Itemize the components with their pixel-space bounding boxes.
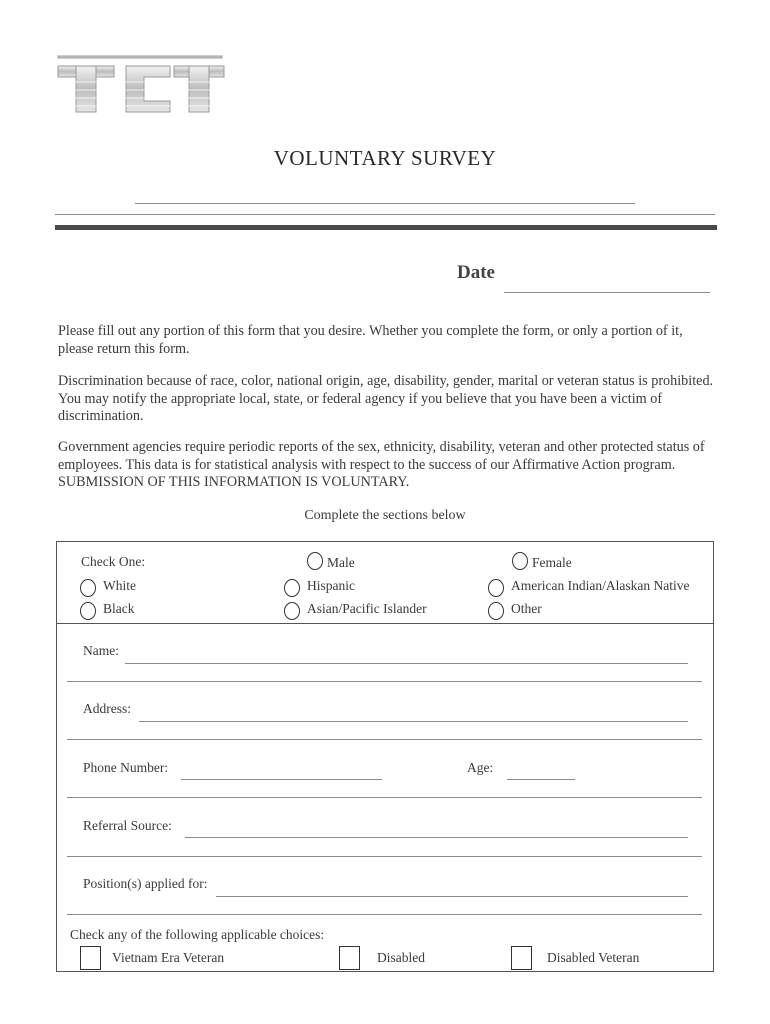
position-field[interactable] <box>216 896 688 897</box>
other-label: Other <box>511 601 542 616</box>
row-divider <box>67 681 702 682</box>
white-radio[interactable] <box>80 579 96 597</box>
row-divider <box>67 856 702 857</box>
title-underline <box>135 203 635 204</box>
white-label: White <box>103 578 136 593</box>
phone-label: Phone Number: <box>83 760 169 775</box>
row-divider <box>67 739 702 740</box>
disabled-checkbox[interactable] <box>339 946 360 970</box>
age-field[interactable] <box>507 779 575 780</box>
male-label: Male <box>327 555 355 570</box>
discrimination-paragraph: Discrimination because of race, color, national origin, age, disability, gender, marital or veteran status is prohibited. You may notify the appropriate local, state, or federal agency if you believe that you have been a victim of discrimination. <box>58 373 714 424</box>
phone-field[interactable] <box>181 779 382 780</box>
heavy-divider <box>55 225 717 230</box>
checks-label: Check any of the following applicable choices: <box>70 927 325 942</box>
black-label: Black <box>103 601 135 616</box>
date-field[interactable] <box>504 292 710 293</box>
asian-radio[interactable] <box>284 602 300 620</box>
asian-label: Asian/Pacific Islander <box>307 601 427 616</box>
age-label: Age: <box>467 760 494 775</box>
section-divider <box>57 623 713 624</box>
vietnam-checkbox[interactable] <box>80 946 101 970</box>
intro-paragraph: Please fill out any portion of this form that you desire. Whether you complete the form, or only a portion of it, please return this form. <box>58 323 683 357</box>
black-radio[interactable] <box>80 602 96 620</box>
other-radio[interactable] <box>488 602 504 620</box>
male-radio[interactable] <box>307 552 323 570</box>
disabled-veteran-label: Disabled Veteran <box>547 950 640 965</box>
row-divider <box>67 797 702 798</box>
native-radio[interactable] <box>488 579 504 597</box>
female-label: Female <box>532 555 572 570</box>
referral-field[interactable] <box>185 837 688 838</box>
disabled-label: Disabled <box>377 950 425 965</box>
native-label: American Indian/Alaskan Native <box>511 578 690 593</box>
instructions: Complete the sections below <box>304 508 466 523</box>
hispanic-label: Hispanic <box>307 578 355 593</box>
tct-logo <box>56 52 226 116</box>
government-paragraph: Government agencies require periodic reports of the sex, ethnicity, disability, veteran and other protected status of employees. This data is for statistical analysis with respect to the success of our Affirmative Action program. SUBMISSION OF THIS INFORMATION IS VOLUNTARY. <box>58 439 705 490</box>
divider <box>55 214 715 215</box>
address-field[interactable] <box>139 721 688 722</box>
row-divider <box>67 914 702 915</box>
female-radio[interactable] <box>512 552 528 570</box>
referral-label: Referral Source: <box>83 818 172 833</box>
disabled-veteran-checkbox[interactable] <box>511 946 532 970</box>
name-field[interactable] <box>125 663 688 664</box>
date-label: Date <box>457 262 495 283</box>
page-title: VOLUNTARY SURVEY <box>273 146 497 170</box>
address-label: Address: <box>83 701 131 716</box>
name-label: Name: <box>83 643 119 658</box>
hispanic-radio[interactable] <box>284 579 300 597</box>
check-one-label: Check One: <box>81 554 146 569</box>
vietnam-label: Vietnam Era Veteran <box>112 950 225 965</box>
position-label: Position(s) applied for: <box>83 876 208 891</box>
